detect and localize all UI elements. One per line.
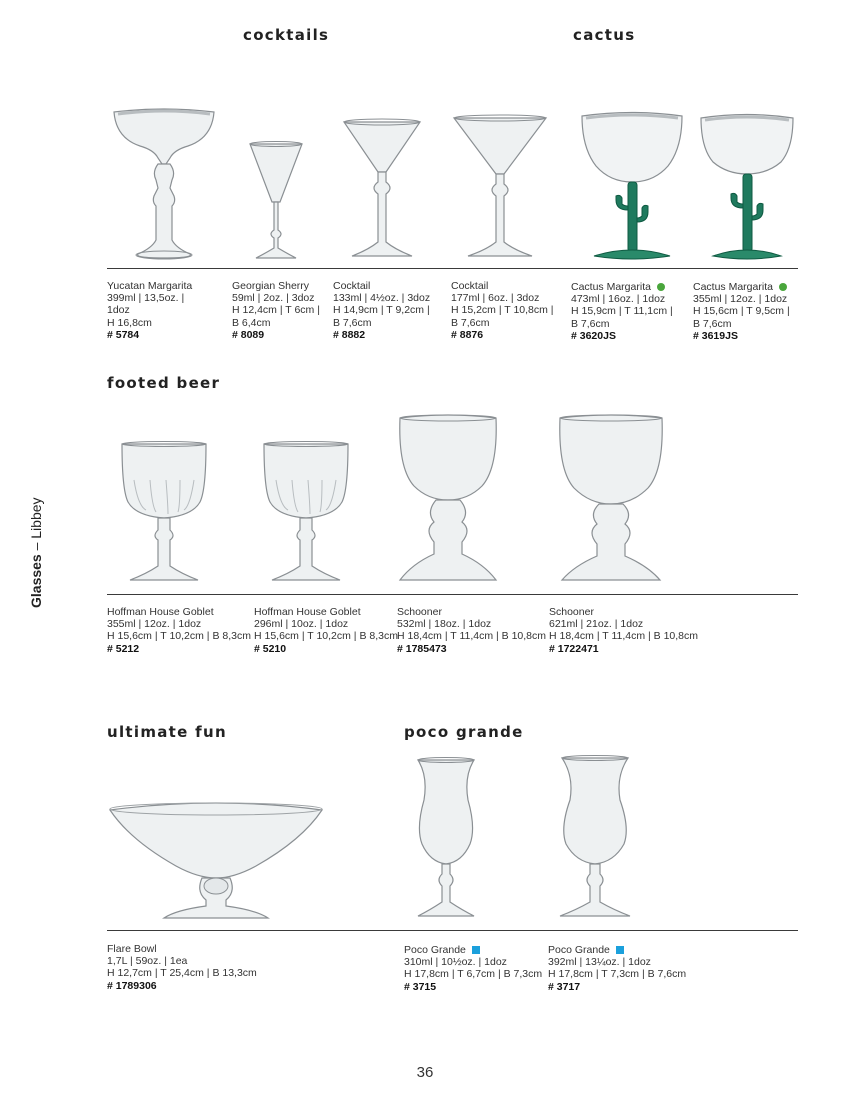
product-spec: H 17,8cm | T 6,7cm | B 7,3cm (404, 968, 543, 981)
caption-schooner-1785473 (397, 606, 546, 655)
product-code: # 3715 (404, 980, 437, 993)
poco-grande-3717-image (554, 754, 636, 926)
product-spec: 621ml | 21oz. | 1doz (549, 618, 644, 631)
cocktail-8876-image (450, 114, 550, 264)
heading-footed-beer: footed beer (107, 374, 221, 392)
product-spec: 1doz (107, 304, 130, 317)
product-code: # 8089 (232, 328, 265, 341)
product-spec: B 7,6cm (333, 316, 372, 329)
product-spec: 296ml | 10oz. | 1doz (254, 618, 349, 631)
product-spec: H 16,8cm (107, 316, 152, 329)
product-spec: 355ml | 12oz. | 1doz (693, 293, 788, 306)
product-name: Cocktail (451, 280, 489, 292)
product-spec: 133ml | 4½oz. | 3doz (333, 292, 431, 305)
heading-cocktails: cocktails (243, 26, 330, 44)
product-spec: H 12,4cm | T 6cm | (232, 304, 320, 317)
product-code: # 3620JS (571, 329, 616, 342)
product-code: # 5212 (107, 642, 140, 655)
product-name: Georgian Sherry (232, 280, 310, 292)
product-code: # 1722471 (549, 642, 599, 655)
product-spec: H 15,6cm | T 9,5cm | (693, 305, 790, 318)
product-spec: B 7,6cm (451, 316, 490, 329)
blue-square-icon (472, 946, 480, 954)
product-name: Hoffman House Goblet (254, 606, 361, 618)
flare-bowl-image (106, 800, 326, 926)
cactus-margarita-3619-image (697, 112, 797, 264)
product-name: Schooner (397, 606, 442, 618)
product-spec: H 15,6cm | T 10,2cm | B 8,3cm (107, 630, 251, 643)
product-code: # 1785473 (397, 642, 447, 655)
product-code: # 3717 (548, 980, 581, 993)
product-spec: B 7,6cm (571, 317, 610, 330)
product-spec: H 17,8cm | T 7,3cm | B 7,6cm (548, 968, 687, 981)
product-name: Flare Bowl (107, 943, 157, 955)
product-spec: H 18,4cm | T 11,4cm | B 10,8cm (549, 630, 699, 643)
product-code: # 5210 (254, 642, 287, 655)
page-number: 36 (416, 1064, 434, 1081)
product-name: Poco Grande (404, 944, 466, 956)
product-spec: H 15,2cm | T 10,8cm | (451, 304, 554, 317)
caption-hoffman-5210 (254, 606, 398, 655)
side-label (28, 497, 44, 608)
georgian-sherry-image (246, 140, 306, 264)
caption-cocktail-8876 (451, 280, 554, 341)
product-name: Cactus Margarita (693, 281, 773, 293)
product-name: Yucatan Margarita (107, 280, 193, 292)
product-spec: H 15,6cm | T 10,2cm | B 8,3cm (254, 630, 398, 643)
blue-square-icon (616, 946, 624, 954)
product-spec: H 15,9cm | T 11,1cm | (571, 305, 673, 318)
product-code: # 8882 (333, 328, 366, 341)
caption-cocktail-8882 (333, 280, 430, 341)
product-name: Schooner (549, 606, 594, 618)
product-spec: 177ml | 6oz. | 3doz (451, 292, 540, 305)
product-code: # 5784 (107, 328, 140, 341)
schooner-1722471-image (556, 412, 666, 588)
product-spec: 473ml | 16oz. | 1doz (571, 293, 666, 306)
heading-poco-grande: poco grande (404, 723, 524, 741)
cocktail-8882-image (340, 118, 424, 264)
hoffman-goblet-5212-image (118, 440, 210, 588)
hoffman-goblet-5210-image (260, 440, 352, 588)
product-spec: H 14,9cm | T 9,2cm | (333, 304, 430, 317)
caption-yucatan (107, 280, 217, 341)
product-spec: 355ml | 12oz. | 1doz (107, 618, 202, 631)
product-name: Cocktail (333, 280, 371, 292)
product-code: # 8876 (451, 328, 484, 341)
divider-row-1 (107, 268, 798, 269)
product-name: Hoffman House Goblet (107, 606, 214, 618)
caption-sherry (232, 280, 320, 341)
caption-cactus-3619 (693, 281, 790, 342)
product-spec: 392ml | 13¼oz. | 1doz (548, 956, 651, 969)
caption-schooner-1722471 (549, 606, 698, 655)
poco-grande-3715-image (412, 756, 480, 926)
side-label-rest: – Libbey (28, 497, 44, 555)
product-name: Poco Grande (548, 944, 610, 956)
caption-cactus-3620 (571, 281, 673, 342)
product-spec: B 6,4cm (232, 316, 271, 329)
product-spec: H 12,7cm | T 25,4cm | B 13,3cm (107, 967, 257, 980)
product-spec: 1,7L | 59oz. | 1ea (107, 955, 188, 968)
product-spec: 310ml | 10½oz. | 1doz (404, 956, 507, 969)
heading-ultimate-fun: ultimate fun (107, 723, 227, 741)
product-spec: 59ml | 2oz. | 3doz (232, 292, 315, 305)
product-spec: B 7,6cm (693, 317, 732, 330)
product-code: # 1789306 (107, 979, 157, 992)
divider-row-3 (107, 930, 798, 931)
cactus-margarita-3620-image (576, 110, 688, 264)
caption-poco-3715 (404, 944, 542, 993)
divider-row-2 (107, 594, 798, 595)
product-name: Cactus Margarita (571, 281, 651, 293)
schooner-1785473-image (396, 412, 500, 588)
caption-hoffman-5212 (107, 606, 251, 655)
product-code: # 3619JS (693, 329, 738, 342)
yucatan-margarita-image (108, 108, 220, 264)
product-spec: 532ml | 18oz. | 1doz (397, 618, 492, 631)
green-dot-icon (657, 283, 665, 291)
green-dot-icon (779, 283, 787, 291)
side-label-bold: Glasses (28, 554, 44, 608)
caption-flare-bowl (107, 943, 257, 992)
caption-poco-3717 (548, 944, 686, 993)
product-spec: 399ml | 13,5oz. | (107, 292, 185, 305)
heading-cactus: cactus (573, 26, 636, 44)
product-spec: H 18,4cm | T 11,4cm | B 10,8cm (397, 630, 547, 643)
